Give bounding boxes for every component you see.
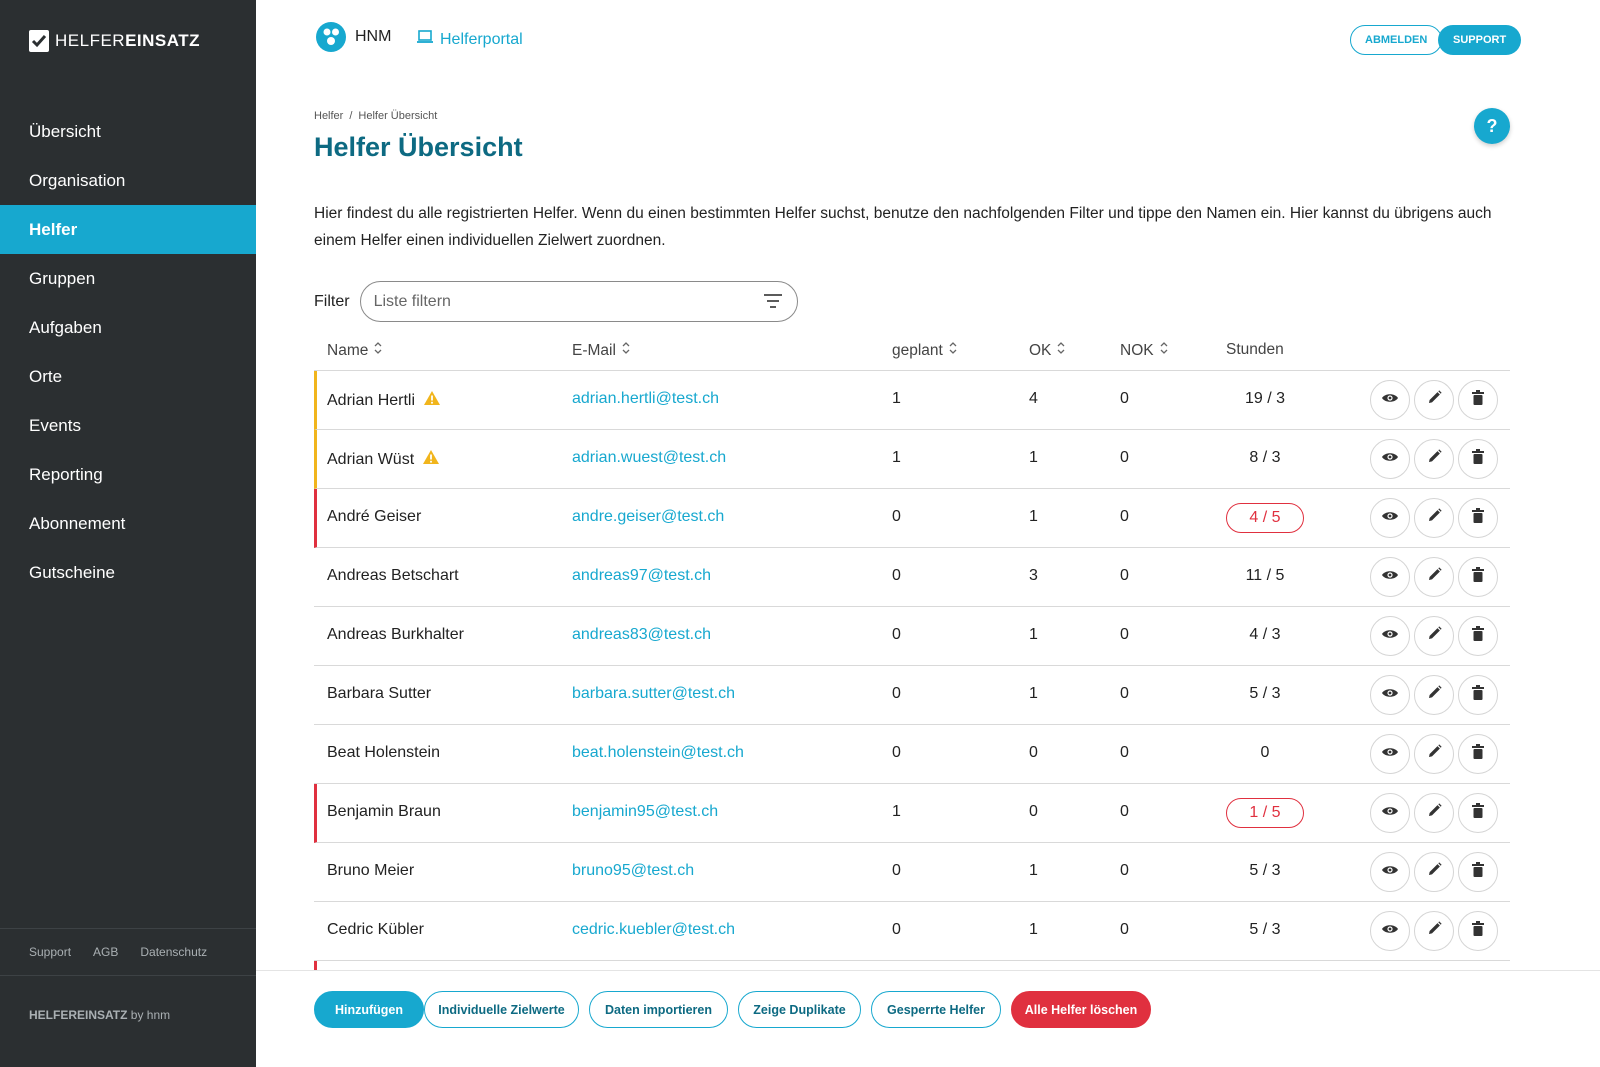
edit-button[interactable]	[1414, 734, 1454, 774]
helper-nok: 0	[1120, 626, 1129, 643]
helper-name: Cedric Kübler	[327, 921, 424, 938]
warning-icon	[423, 390, 441, 411]
helper-ok: 1	[1029, 626, 1038, 643]
sidebar-item-reporting[interactable]: Reporting	[29, 465, 103, 484]
helper-name: Adrian Hertli	[327, 391, 416, 409]
helper-name-cell	[327, 626, 464, 644]
sort-icon	[949, 341, 957, 360]
checkmark-logo-icon	[29, 30, 49, 52]
hours-badge-below-target: 4 / 5	[1226, 503, 1304, 533]
hours-badge-below-target: 1 / 5	[1226, 798, 1304, 828]
pencil-icon	[1427, 862, 1442, 882]
trash-icon	[1472, 567, 1484, 587]
helper-ok: 0	[1029, 744, 1038, 761]
filter-row	[314, 281, 798, 322]
table-row	[314, 843, 1510, 902]
sidebar-item-gutscheine[interactable]: Gutscheine	[29, 563, 115, 582]
helper-geplant: 0	[892, 685, 901, 702]
edit-button[interactable]	[1414, 793, 1454, 833]
edit-button[interactable]	[1414, 852, 1454, 892]
column-header-nok[interactable]: NOK	[1120, 341, 1168, 360]
pencil-icon	[1427, 567, 1442, 587]
pencil-icon	[1427, 449, 1442, 469]
helferportal-link[interactable]	[416, 30, 523, 49]
sidebar-item-aufgaben[interactable]: Aufgaben	[29, 318, 102, 337]
edit-button[interactable]	[1414, 911, 1454, 951]
intro-text: Hier findest du alle registrierten Helfer. Wenn du einen bestimmten Helfer suchst, benutze den nachfolgenden Filter und tippe den Namen ein. Hier kannst du übrigens auch einem Helfer einen individuellen Zielwert zuordnen.	[314, 205, 1492, 249]
helper-geplant: 0	[892, 744, 901, 761]
top-header	[316, 22, 1508, 58]
edit-button[interactable]	[1414, 616, 1454, 656]
sort-icon	[1057, 341, 1065, 360]
helper-email-link[interactable]: andreas83@test.ch	[572, 626, 711, 643]
delete-button[interactable]	[1458, 439, 1498, 479]
helper-ok: 4	[1029, 390, 1038, 407]
helper-ok: 0	[1029, 803, 1038, 820]
org-name: HNM	[355, 28, 392, 45]
helper-stunden: 5 / 3	[1249, 685, 1281, 702]
helper-name: Bruno Meier	[327, 862, 415, 879]
helper-nok: 0	[1120, 390, 1129, 407]
table-header	[314, 332, 1510, 371]
helferportal-label: Helferportal	[440, 30, 523, 48]
helper-geplant: 1	[892, 449, 901, 466]
eye-icon	[1381, 450, 1399, 468]
pencil-icon	[1427, 685, 1442, 705]
view-button[interactable]	[1370, 616, 1410, 656]
row-actions	[1370, 439, 1498, 479]
helper-geplant: 0	[892, 508, 901, 525]
helper-email-link[interactable]: benjamin95@test.ch	[572, 803, 719, 820]
column-header-email[interactable]: E-Mail	[572, 341, 630, 360]
eye-icon	[1381, 568, 1399, 586]
logout-button[interactable]: ABMELDEN	[1350, 25, 1442, 55]
helper-geplant: 0	[892, 567, 901, 584]
helper-name-cell	[327, 862, 414, 880]
helper-email-link[interactable]: beat.holenstein@test.ch	[572, 744, 744, 761]
helper-stunden: 4 / 3	[1249, 626, 1281, 643]
org-avatar-icon	[316, 22, 346, 52]
laptop-icon	[416, 30, 434, 49]
column-header-stunden: Stunden	[1226, 341, 1284, 358]
column-header-name[interactable]: Name	[327, 341, 382, 360]
helper-name: Benjamin Braun	[327, 803, 441, 820]
helper-name: Beat Holenstein	[327, 744, 440, 761]
breadcrumb-current: Helfer Übersicht	[358, 110, 438, 122]
helper-ok: 3	[1029, 567, 1038, 584]
trash-icon	[1472, 803, 1484, 823]
eye-icon	[1381, 391, 1399, 409]
delete-button[interactable]	[1458, 498, 1498, 538]
bottom-action-bar	[256, 970, 1600, 1067]
column-header-ok[interactable]: OK	[1029, 341, 1065, 360]
helper-nok: 0	[1120, 862, 1129, 879]
filter-input[interactable]	[361, 282, 741, 321]
helper-table	[314, 332, 1510, 975]
view-button[interactable]	[1370, 380, 1410, 420]
delete-button[interactable]	[1458, 675, 1498, 715]
edit-button[interactable]	[1414, 498, 1454, 538]
sort-icon	[1160, 341, 1168, 360]
helper-name: André Geiser	[327, 508, 422, 525]
delete-button[interactable]	[1458, 911, 1498, 951]
view-button[interactable]	[1370, 852, 1410, 892]
table-row	[314, 489, 1510, 548]
delete-button[interactable]	[1458, 793, 1498, 833]
delete-all-helpers-button[interactable]: Alle Helfer löschen	[1011, 991, 1151, 1028]
delete-button[interactable]	[1458, 557, 1498, 597]
helper-email-link[interactable]: andre.geiser@test.ch	[572, 508, 725, 525]
edit-button[interactable]	[1414, 439, 1454, 479]
delete-button[interactable]	[1458, 380, 1498, 420]
row-actions	[1370, 616, 1498, 656]
helper-geplant: 0	[892, 921, 901, 938]
filter-label: Filter	[314, 292, 350, 310]
row-actions	[1370, 675, 1498, 715]
helper-ok: 1	[1029, 508, 1038, 525]
table-row	[314, 902, 1510, 961]
sidebar-item-abonnement[interactable]: Abonnement	[29, 514, 126, 533]
edit-button[interactable]	[1414, 675, 1454, 715]
helper-nok: 0	[1120, 449, 1129, 466]
view-button[interactable]	[1370, 498, 1410, 538]
trash-icon	[1472, 744, 1484, 764]
row-actions	[1370, 911, 1498, 951]
sidebar-credit: HELFEREINSATZ by hnm	[29, 1008, 171, 1022]
helper-email-link[interactable]: bruno95@test.ch	[572, 862, 695, 879]
eye-icon	[1381, 745, 1399, 763]
helper-name-cell	[327, 685, 431, 703]
eye-icon	[1381, 863, 1399, 881]
helper-name-cell	[327, 449, 440, 470]
helper-ok: 1	[1029, 449, 1038, 466]
helper-nok: 0	[1120, 921, 1129, 938]
helper-nok: 0	[1120, 567, 1129, 584]
helper-name-cell	[327, 921, 424, 939]
helper-stunden: 0	[1260, 744, 1270, 761]
helper-stunden: 5 / 3	[1249, 862, 1281, 879]
view-button[interactable]	[1370, 734, 1410, 774]
trash-icon	[1472, 685, 1484, 705]
row-actions	[1370, 734, 1498, 774]
row-actions	[1370, 498, 1498, 538]
eye-icon	[1381, 922, 1399, 940]
sidebar-item-gruppen[interactable]: Gruppen	[29, 269, 96, 288]
helper-name: Andreas Betschart	[327, 567, 459, 584]
edit-button[interactable]	[1414, 557, 1454, 597]
helper-name-cell	[327, 390, 441, 411]
helper-email-link[interactable]: adrian.wuest@test.ch	[572, 449, 727, 466]
footer-link-datenschutz[interactable]: Datenschutz	[140, 945, 208, 959]
filter-box	[360, 281, 798, 322]
trash-icon	[1472, 921, 1484, 941]
sidebar-footer-links	[0, 928, 256, 976]
eye-icon	[1381, 804, 1399, 822]
brand-logo[interactable]	[29, 30, 200, 52]
brand-name: HELFEREINSATZ	[55, 31, 201, 50]
view-button[interactable]	[1370, 911, 1410, 951]
trash-icon	[1472, 449, 1484, 469]
helper-name-cell	[327, 567, 459, 585]
table-row	[314, 371, 1510, 430]
helper-name: Adrian Wüst	[327, 450, 415, 468]
helper-ok: 1	[1029, 685, 1038, 702]
row-actions	[1370, 380, 1498, 420]
page-title: Helfer Übersicht	[314, 132, 523, 162]
pencil-icon	[1427, 390, 1442, 410]
pencil-icon	[1427, 921, 1442, 941]
support-button[interactable]: SUPPORT	[1438, 25, 1521, 55]
trash-icon	[1472, 508, 1484, 528]
sidebar-item-orte[interactable]: Orte	[29, 367, 63, 386]
helper-nok: 0	[1120, 744, 1129, 761]
column-header-geplant[interactable]: geplant	[892, 341, 957, 360]
footer-link-support[interactable]: Support	[29, 945, 72, 959]
delete-button[interactable]	[1458, 852, 1498, 892]
pencil-icon	[1427, 744, 1442, 764]
warning-icon	[422, 449, 440, 470]
sidebar-item-uebersicht[interactable]: Übersicht	[29, 122, 101, 141]
add-helper-button[interactable]: Hinzufügen	[314, 991, 424, 1028]
trash-icon	[1472, 390, 1484, 410]
view-button[interactable]	[1370, 793, 1410, 833]
helper-stunden: 8 / 3	[1249, 449, 1281, 466]
row-actions	[1370, 793, 1498, 833]
delete-button[interactable]	[1458, 616, 1498, 656]
helper-name: Andreas Burkhalter	[327, 626, 464, 643]
trash-icon	[1472, 862, 1484, 882]
eye-icon	[1381, 686, 1399, 704]
row-actions	[1370, 852, 1498, 892]
sidebar-nav	[0, 107, 256, 597]
breadcrumb-separator: /	[349, 110, 353, 122]
helper-name-cell	[327, 508, 421, 526]
table-row	[314, 548, 1510, 607]
helper-geplant: 1	[892, 803, 901, 820]
help-button[interactable]: ?	[1474, 108, 1510, 144]
helper-stunden: 19 / 3	[1244, 390, 1286, 407]
blocked-helpers-button[interactable]: Gesperrte Helfer	[871, 991, 1001, 1028]
sort-icon	[374, 341, 382, 360]
filter-icon[interactable]	[763, 293, 783, 314]
table-row	[314, 666, 1510, 725]
eye-icon	[1381, 509, 1399, 527]
sidebar-item-events[interactable]: Events	[29, 416, 81, 435]
breadcrumb	[314, 110, 437, 122]
table-row	[314, 784, 1510, 843]
helper-geplant: 0	[892, 862, 901, 879]
helper-geplant: 1	[892, 390, 901, 407]
table-row	[314, 430, 1510, 489]
row-actions	[1370, 557, 1498, 597]
trash-icon	[1472, 626, 1484, 646]
helper-nok: 0	[1120, 803, 1129, 820]
helper-geplant: 0	[892, 626, 901, 643]
helper-email-link[interactable]: barbara.sutter@test.ch	[572, 685, 735, 702]
helper-email-link[interactable]: cedric.kuebler@test.ch	[572, 921, 735, 938]
helper-stunden: 11 / 5	[1245, 567, 1285, 584]
sidebar-item-organisation[interactable]: Organisation	[29, 171, 126, 190]
helper-nok: 0	[1120, 508, 1129, 525]
helper-email-link[interactable]: andreas97@test.ch	[572, 567, 711, 584]
helper-name-cell	[327, 744, 440, 762]
sidebar	[0, 0, 256, 1067]
view-button[interactable]	[1370, 557, 1410, 597]
sidebar-item-helfer[interactable]: Helfer	[0, 205, 256, 254]
show-duplicates-button[interactable]: Zeige Duplikate	[738, 991, 861, 1028]
footer-link-agb[interactable]: AGB	[93, 945, 119, 959]
breadcrumb-helfer[interactable]: Helfer	[314, 110, 344, 122]
pencil-icon	[1427, 508, 1442, 528]
sort-icon	[622, 341, 630, 360]
org-switcher[interactable]	[316, 22, 391, 52]
individual-targets-button[interactable]: Individuelle Zielwerte	[424, 991, 579, 1028]
helper-email-link[interactable]: adrian.hertli@test.ch	[572, 390, 719, 407]
table-row	[314, 607, 1510, 666]
helper-ok: 1	[1029, 862, 1038, 879]
helper-name-cell	[327, 803, 441, 821]
table-row	[314, 725, 1510, 784]
eye-icon	[1381, 627, 1399, 645]
edit-button[interactable]	[1414, 380, 1454, 420]
delete-button[interactable]	[1458, 734, 1498, 774]
import-data-button[interactable]: Daten importieren	[589, 991, 728, 1028]
view-button[interactable]	[1370, 439, 1410, 479]
helper-nok: 0	[1120, 685, 1129, 702]
helper-name: Barbara Sutter	[327, 685, 432, 702]
pencil-icon	[1427, 803, 1442, 823]
pencil-icon	[1427, 626, 1442, 646]
helper-stunden: 5 / 3	[1249, 921, 1281, 938]
helper-ok: 1	[1029, 921, 1038, 938]
view-button[interactable]	[1370, 675, 1410, 715]
